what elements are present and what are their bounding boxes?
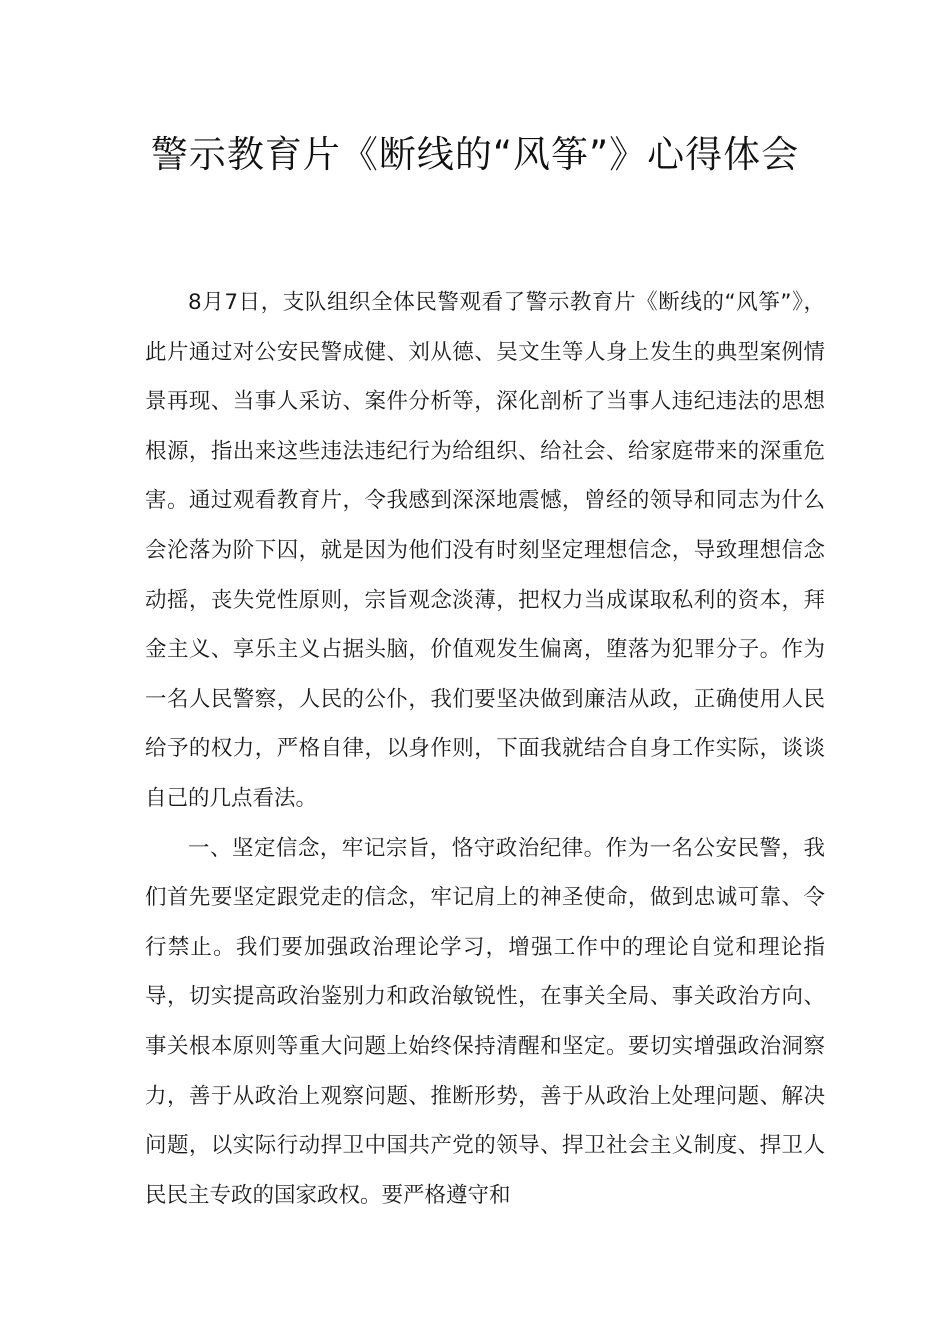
document-body — [145, 278, 825, 1220]
body-paragraph-2: 一、坚定信念，牢记宗旨，恪守政治纪律。作为一名公安民警，我们首先要坚定跟党走的信念，牢记肩上的神圣使命，做到忠诚可靠、令行禁止。我们要加强政治理论学习，增强工作中的理论自觉和理论指导，切实提高政治鉴别力和政治敏锐性，在事关全局、事关政治方向、事关根本原则等重大问题上始终保持清醒和坚定。要切实增强政治洞察力，善于从政治上观察问题、推断形势，善于从政治上处理问题、解决问题，以实际行动捍卫中国共产党的领导、捍卫社会主义制度、捍卫人民民主专政的国家政权。要严格遵守和 — [145, 835, 825, 1208]
document-title: 警示教育片《断线的“风筝”》心得体会 — [150, 133, 800, 176]
body-paragraph-1: 8月7日，支队组织全体民警观看了警示教育片《断线的“风筝”》，此片通过对公安民警成健、刘从德、吴文生等人身上发生的典型案例情景再现、当事人采访、案件分析等，深化剖析了当事人违纪违法的思想根源，指出来这些违法违纪行为给组织、给社会、给家庭带来的深重危害。通过观看教育片，令我感到深深地震憾，曾经的领导和同志为什么会沦落为阶下囚，就是因为他们没有时刻坚定理想信念，导致理想信念动摇，丧失党性原则，宗旨观念淡薄，把权力当成谋取私利的资本，拜金主义、享乐主义占据头脑，价值观发生偏离，堕落为犯罪分子。作为一名人民警察，人民的公仆，我们要坚决做到廉洁从政，正确使用人民给予的权力，严格自律，以身作则，下面我就结合自身工作实际，谈谈自己的几点看法。 — [145, 290, 825, 811]
